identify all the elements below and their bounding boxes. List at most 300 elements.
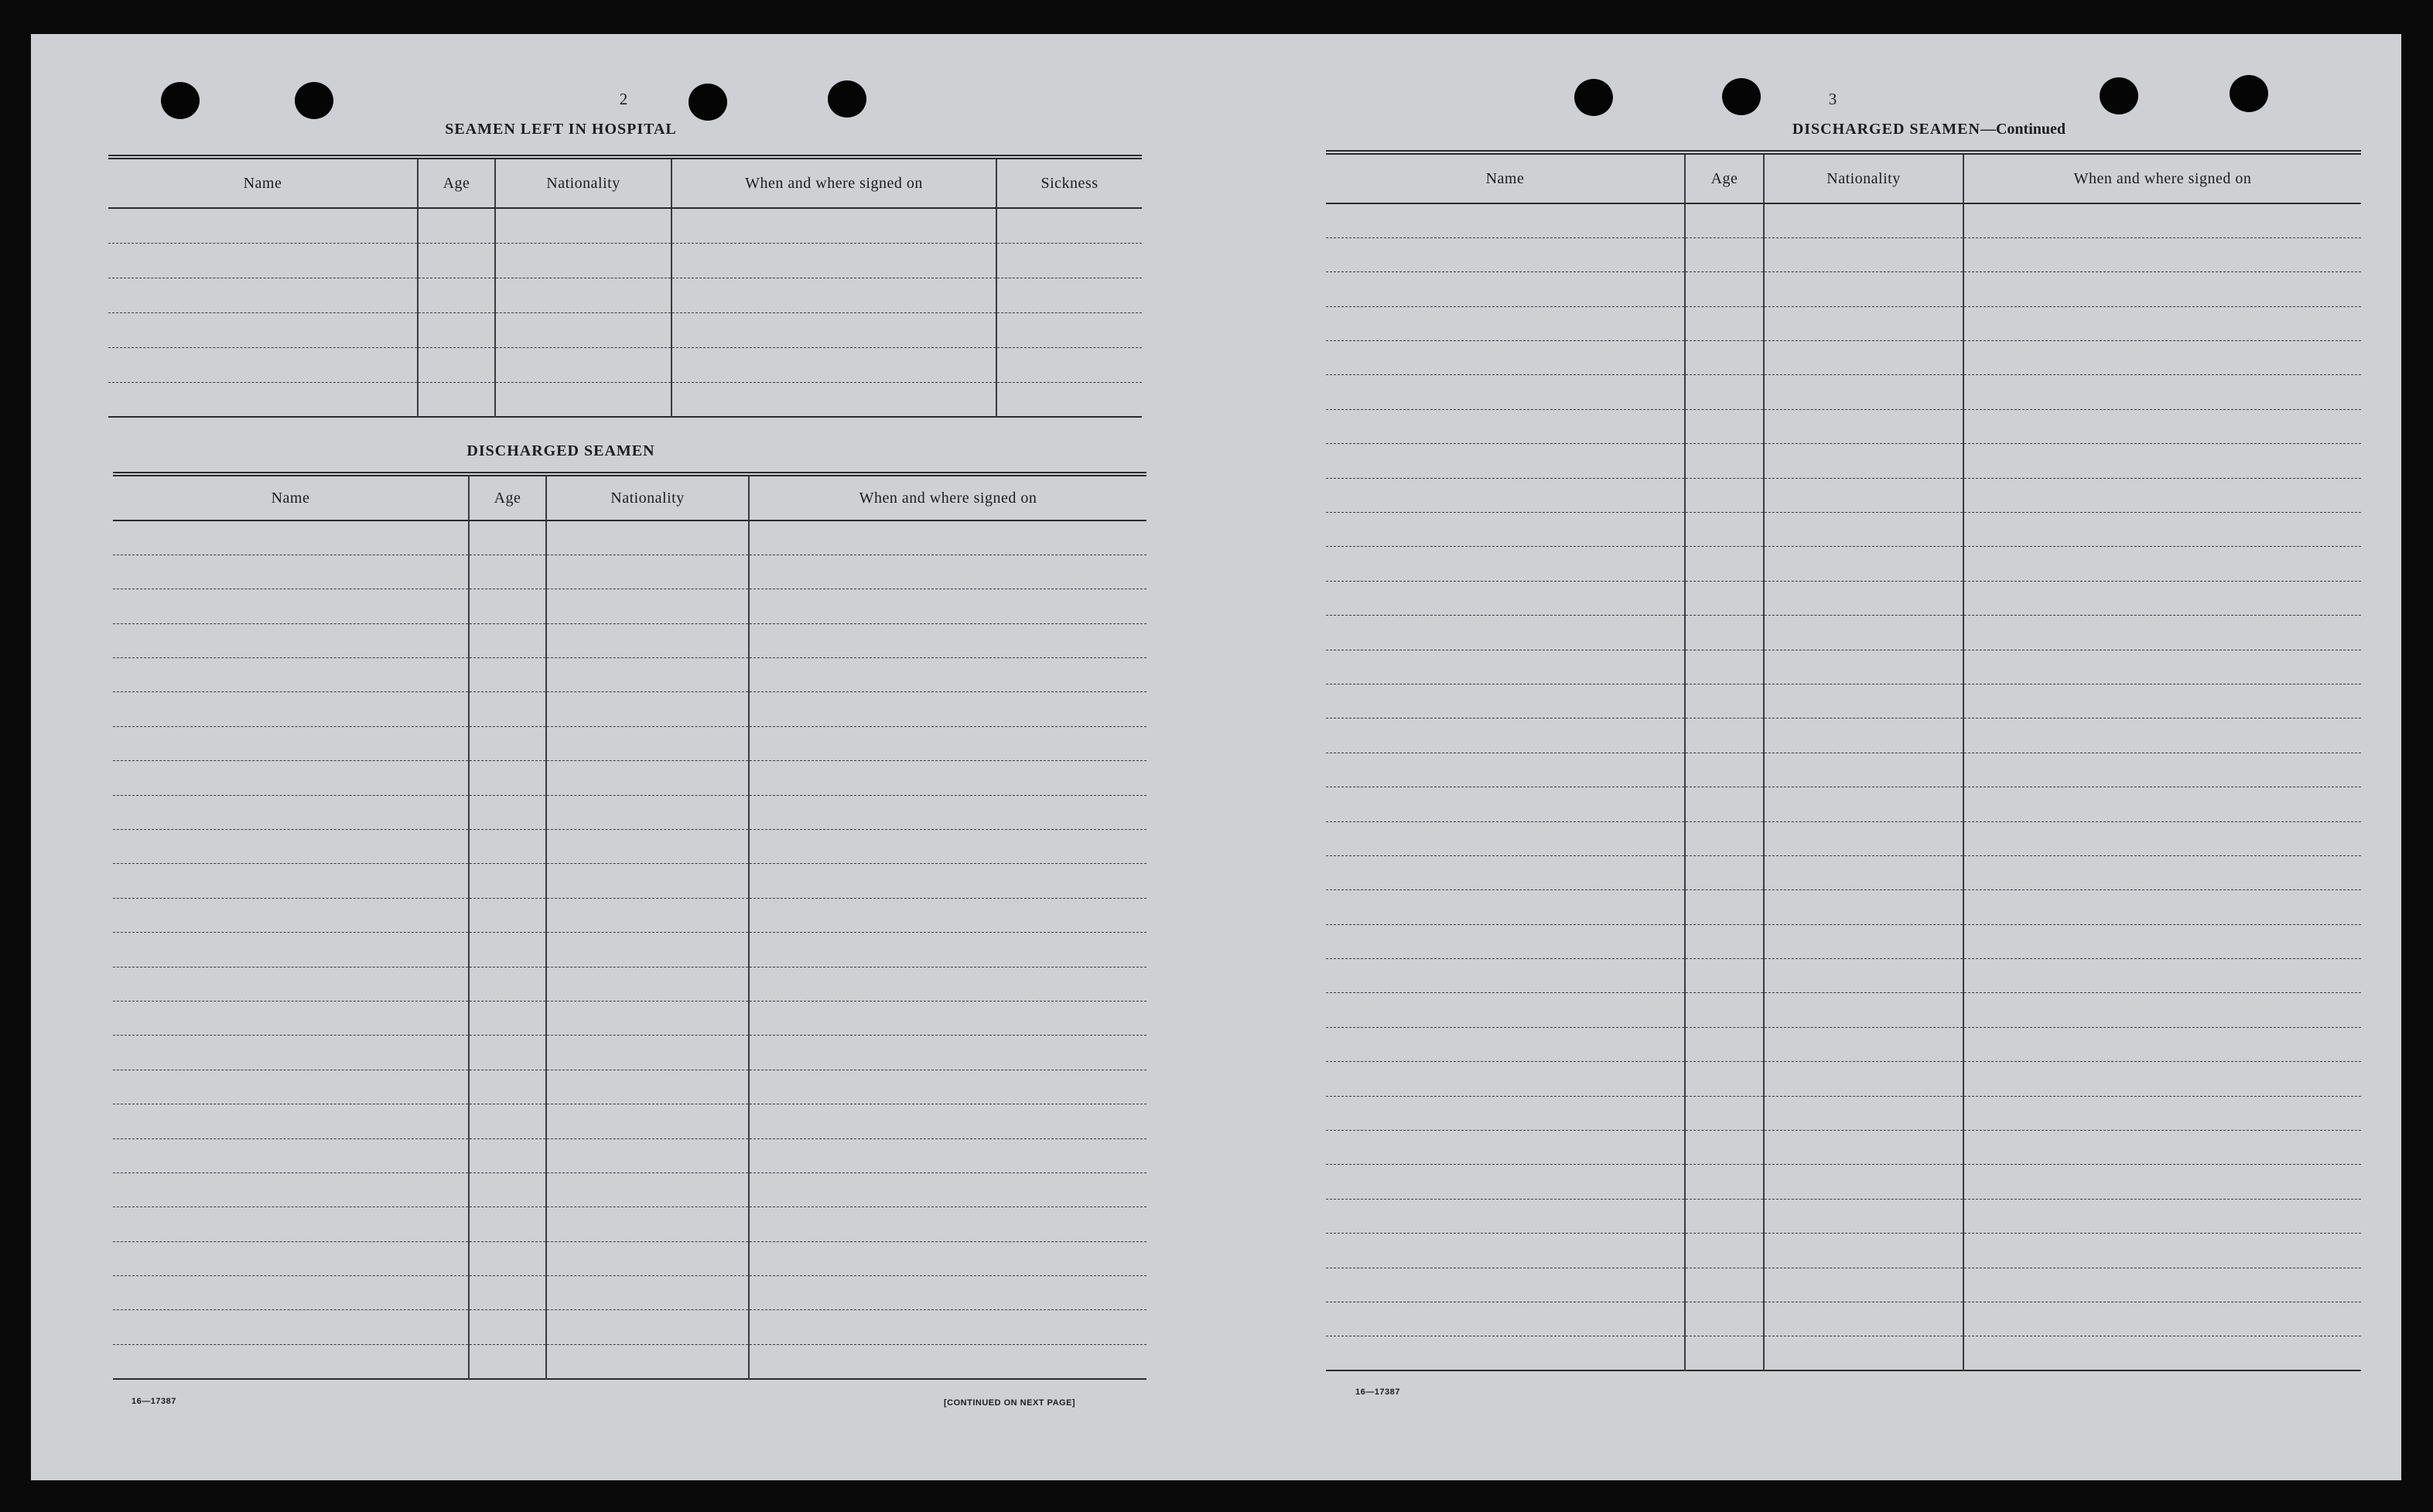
- punch-hole: [2230, 75, 2268, 112]
- table-cell: [1685, 1131, 1764, 1165]
- table-cell: [1685, 1027, 1764, 1061]
- table-cell: [1963, 478, 2361, 512]
- table-cell: [749, 589, 1146, 623]
- table-row: [1326, 616, 2361, 650]
- table-cell: [1326, 409, 1685, 443]
- table-cell: [1764, 1268, 1963, 1302]
- table-cell: [749, 795, 1146, 829]
- form-number: 16—17387: [1355, 1387, 1400, 1397]
- table-cell: [546, 623, 749, 657]
- table-row: [1326, 1096, 2361, 1130]
- table-cell: [469, 1104, 546, 1138]
- table-cell: [1764, 993, 1963, 1027]
- table-cell: [1685, 203, 1764, 237]
- table-cell: [113, 1276, 469, 1310]
- table-cell: [1963, 993, 2361, 1027]
- table-cell: [1963, 272, 2361, 306]
- hospital-section-title: SEAMEN LEFT IN HOSPITAL: [445, 121, 677, 138]
- table-cell: [1326, 787, 1685, 821]
- table-cell: [113, 864, 469, 898]
- hospital-table: [108, 155, 1142, 418]
- table-row: [108, 312, 1142, 347]
- table-cell: [1764, 1131, 1963, 1165]
- table-cell: [1685, 581, 1764, 615]
- table-cell: [546, 898, 749, 932]
- table-cell: [749, 933, 1146, 967]
- table-cell: [749, 1207, 1146, 1241]
- table-cell: [1963, 1131, 2361, 1165]
- page-number: 2: [619, 90, 628, 108]
- punch-hole: [1574, 79, 1613, 116]
- table-cell: [546, 830, 749, 864]
- table-cell: [1685, 547, 1764, 581]
- table-cell: [1764, 753, 1963, 787]
- table-row: [1326, 993, 2361, 1027]
- table-cell: [113, 589, 469, 623]
- table-cell: [1764, 547, 1963, 581]
- table-cell: [546, 520, 749, 555]
- table-cell: [1963, 375, 2361, 409]
- table-row: [1326, 684, 2361, 718]
- table-cell: [1326, 203, 1685, 237]
- table-cell: [546, 1104, 749, 1138]
- table-cell: [546, 1207, 749, 1241]
- table-cell: [546, 1276, 749, 1310]
- table-row: [113, 864, 1146, 898]
- table-row: [113, 1036, 1146, 1070]
- table-row: [113, 623, 1146, 657]
- table-cell: [1326, 1199, 1685, 1233]
- table-cell: [1326, 272, 1685, 306]
- table-cell: [749, 761, 1146, 795]
- table-row: [113, 933, 1146, 967]
- table-cell: [113, 1070, 469, 1104]
- table-cell: [469, 1070, 546, 1104]
- table-cell: [1685, 1336, 1764, 1370]
- table-cell: [546, 1344, 749, 1378]
- table-cell: [469, 1310, 546, 1344]
- punch-hole: [295, 82, 333, 119]
- table-cell: [1963, 341, 2361, 375]
- table-row: [1326, 787, 2361, 821]
- punch-hole: [2100, 77, 2138, 114]
- table-cell: [1326, 513, 1685, 547]
- table-cell: [418, 208, 495, 243]
- table-cell: [113, 692, 469, 726]
- table-cell: [749, 1138, 1146, 1172]
- table-cell: [1764, 684, 1963, 718]
- table-cell: [1685, 650, 1764, 684]
- table-row: [113, 967, 1146, 1001]
- table-cell: [469, 589, 546, 623]
- table-cell: [546, 726, 749, 760]
- table-cell: [469, 555, 546, 589]
- table-cell: [749, 555, 1146, 589]
- table-row: [1326, 1336, 2361, 1370]
- table-cell: [1326, 547, 1685, 581]
- discharged-section-title: DISCHARGED SEAMEN: [466, 442, 655, 459]
- table-row: [108, 347, 1142, 382]
- table-cell: [1963, 1096, 2361, 1130]
- table-cell: [469, 726, 546, 760]
- table-cell: [671, 347, 996, 382]
- table-cell: [749, 1172, 1146, 1207]
- punch-hole: [689, 84, 727, 121]
- column-header-nationality: Nationality: [546, 474, 749, 520]
- table-cell: [1963, 684, 2361, 718]
- table-row: [1326, 306, 2361, 340]
- table-cell: [1326, 306, 1685, 340]
- table-cell: [546, 589, 749, 623]
- table-cell: [1963, 959, 2361, 993]
- table-cell: [1963, 1027, 2361, 1061]
- table-cell: [1963, 650, 2361, 684]
- table-row: [1326, 650, 2361, 684]
- table-cell: [1326, 1027, 1685, 1061]
- table-row: [1326, 821, 2361, 855]
- table-cell: [1685, 341, 1764, 375]
- table-cell: [1685, 1096, 1764, 1130]
- table-cell: [1685, 237, 1764, 271]
- column-header-signed-on: When and where signed on: [671, 157, 996, 208]
- table-cell: [469, 1241, 546, 1275]
- table-cell: [996, 382, 1142, 417]
- table-row: [1326, 753, 2361, 787]
- table-cell: [1685, 1165, 1764, 1199]
- table-cell: [1963, 1062, 2361, 1096]
- table-cell: [469, 898, 546, 932]
- table-cell: [1685, 959, 1764, 993]
- table-cell: [546, 761, 749, 795]
- table-row: [1326, 718, 2361, 753]
- table-cell: [1963, 1268, 2361, 1302]
- table-cell: [1963, 787, 2361, 821]
- table-cell: [1326, 1165, 1685, 1199]
- table-cell: [495, 243, 671, 278]
- form-number: 16—17387: [132, 1397, 176, 1406]
- table-row: [1326, 237, 2361, 271]
- table-cell: [495, 208, 671, 243]
- table-cell: [469, 1207, 546, 1241]
- table-cell: [469, 1276, 546, 1310]
- table-cell: [113, 1310, 469, 1344]
- table-row: [1326, 581, 2361, 615]
- table-cell: [469, 795, 546, 829]
- table-cell: [1685, 1268, 1764, 1302]
- table-cell: [108, 347, 418, 382]
- table-cell: [113, 933, 469, 967]
- column-header-signed-on: When and where signed on: [749, 474, 1146, 520]
- punch-hole: [828, 80, 866, 118]
- table-cell: [1326, 478, 1685, 512]
- table-cell: [546, 933, 749, 967]
- table-cell: [1326, 924, 1685, 958]
- table-cell: [113, 795, 469, 829]
- table-cell: [996, 243, 1142, 278]
- table-row: [1326, 444, 2361, 478]
- table-row: [108, 243, 1142, 278]
- table-cell: [546, 1241, 749, 1275]
- table-cell: [671, 208, 996, 243]
- table-row: [113, 1172, 1146, 1207]
- table-row: [1326, 1062, 2361, 1096]
- page-2: [31, 34, 1191, 1480]
- table-cell: [1764, 650, 1963, 684]
- table-row: [1326, 924, 2361, 958]
- table-cell: [1963, 855, 2361, 889]
- table-row: [113, 726, 1146, 760]
- table-cell: [1764, 306, 1963, 340]
- table-cell: [1764, 341, 1963, 375]
- table-cell: [1764, 1165, 1963, 1199]
- table-row: [1326, 1234, 2361, 1268]
- table-cell: [749, 898, 1146, 932]
- table-cell: [1326, 650, 1685, 684]
- table-cell: [1963, 581, 2361, 615]
- table-cell: [749, 830, 1146, 864]
- table-cell: [1685, 1302, 1764, 1336]
- table-cell: [469, 933, 546, 967]
- table-cell: [1764, 1027, 1963, 1061]
- table-cell: [108, 382, 418, 417]
- table-row: [113, 1001, 1146, 1035]
- table-cell: [1764, 375, 1963, 409]
- table-cell: [1963, 1199, 2361, 1233]
- discharged-continued-title: [1586, 121, 2066, 138]
- table-cell: [113, 1138, 469, 1172]
- table-row: [113, 898, 1146, 932]
- table-cell: [996, 347, 1142, 382]
- table-cell: [113, 761, 469, 795]
- table-cell: [1685, 1062, 1764, 1096]
- table-row: [113, 761, 1146, 795]
- column-header-nationality: Nationality: [495, 157, 671, 208]
- table-cell: [1764, 513, 1963, 547]
- table-row: [113, 1104, 1146, 1138]
- table-cell: [469, 967, 546, 1001]
- table-cell: [495, 382, 671, 417]
- table-cell: [1764, 1234, 1963, 1268]
- table-cell: [1326, 1131, 1685, 1165]
- table-cell: [418, 243, 495, 278]
- table-row: [1326, 959, 2361, 993]
- table-cell: [113, 1207, 469, 1241]
- table-cell: [1764, 272, 1963, 306]
- table-cell: [1963, 1302, 2361, 1336]
- table-cell: [1326, 1336, 1685, 1370]
- table-cell: [1963, 513, 2361, 547]
- table-cell: [1326, 1268, 1685, 1302]
- table-cell: [1764, 237, 1963, 271]
- column-header-age: Age: [469, 474, 546, 520]
- table-cell: [1326, 444, 1685, 478]
- table-cell: [469, 1344, 546, 1378]
- table-cell: [1326, 1062, 1685, 1096]
- table-cell: [113, 1344, 469, 1378]
- table-cell: [749, 1310, 1146, 1344]
- table-cell: [1685, 306, 1764, 340]
- table-cell: [1764, 616, 1963, 650]
- table-cell: [1685, 272, 1764, 306]
- table-row: [1326, 547, 2361, 581]
- table-cell: [546, 555, 749, 589]
- table-cell: [1764, 1062, 1963, 1096]
- table-row: [113, 830, 1146, 864]
- table-cell: [418, 278, 495, 312]
- table-cell: [1685, 375, 1764, 409]
- table-cell: [546, 658, 749, 692]
- table-cell: [1685, 821, 1764, 855]
- table-cell: [749, 623, 1146, 657]
- table-cell: [469, 1036, 546, 1070]
- table-cell: [113, 726, 469, 760]
- table-cell: [1685, 444, 1764, 478]
- table-row: [113, 1070, 1146, 1104]
- table-cell: [1326, 1096, 1685, 1130]
- table-cell: [418, 347, 495, 382]
- table-cell: [546, 1036, 749, 1070]
- table-cell: [1764, 409, 1963, 443]
- table-row: [1326, 1027, 2361, 1061]
- table-cell: [1764, 1096, 1963, 1130]
- table-row: [113, 1207, 1146, 1241]
- table-row: [108, 208, 1142, 243]
- table-cell: [1326, 375, 1685, 409]
- table-cell: [1764, 478, 1963, 512]
- table-row: [1326, 513, 2361, 547]
- table-cell: [1326, 1302, 1685, 1336]
- table-cell: [469, 1172, 546, 1207]
- table-cell: [113, 1241, 469, 1275]
- table-cell: [1764, 718, 1963, 753]
- column-header-name: Name: [1326, 152, 1685, 203]
- table-cell: [546, 692, 749, 726]
- table-cell: [1326, 237, 1685, 271]
- table-cell: [1685, 616, 1764, 650]
- table-cell: [749, 520, 1146, 555]
- title-main: DISCHARGED SEAMEN: [1792, 121, 1980, 138]
- table-cell: [469, 830, 546, 864]
- table-cell: [1963, 924, 2361, 958]
- table-cell: [749, 1036, 1146, 1070]
- table-cell: [113, 1036, 469, 1070]
- table-row: [113, 795, 1146, 829]
- table-row: [1326, 890, 2361, 924]
- table-cell: [113, 623, 469, 657]
- table-cell: [108, 312, 418, 347]
- table-cell: [1963, 821, 2361, 855]
- table-cell: [495, 347, 671, 382]
- table-row: [113, 658, 1146, 692]
- table-cell: [1963, 890, 2361, 924]
- table-cell: [469, 1138, 546, 1172]
- table-cell: [113, 1172, 469, 1207]
- table-cell: [1963, 306, 2361, 340]
- table-cell: [1326, 684, 1685, 718]
- table-cell: [546, 967, 749, 1001]
- column-header-age: Age: [1685, 152, 1764, 203]
- table-cell: [546, 864, 749, 898]
- table-cell: [1326, 616, 1685, 650]
- table-cell: [1685, 718, 1764, 753]
- table-cell: [671, 312, 996, 347]
- table-cell: [546, 1172, 749, 1207]
- table-cell: [1685, 1234, 1764, 1268]
- table-cell: [1963, 1336, 2361, 1370]
- table-row: [1326, 1268, 2361, 1302]
- page-number: 3: [1828, 90, 1837, 108]
- table-cell: [1685, 478, 1764, 512]
- punch-hole: [161, 82, 200, 119]
- column-header-age: Age: [418, 157, 495, 208]
- table-cell: [1764, 1336, 1963, 1370]
- table-cell: [1764, 787, 1963, 821]
- table-cell: [749, 692, 1146, 726]
- table-row: [1326, 1165, 2361, 1199]
- table-cell: [1685, 787, 1764, 821]
- table-cell: [1326, 581, 1685, 615]
- table-cell: [113, 1104, 469, 1138]
- table-cell: [418, 312, 495, 347]
- table-cell: [996, 208, 1142, 243]
- table-cell: [1326, 855, 1685, 889]
- table-cell: [418, 382, 495, 417]
- table-cell: [113, 555, 469, 589]
- table-row: [1326, 478, 2361, 512]
- table-cell: [1326, 821, 1685, 855]
- table-cell: [1685, 513, 1764, 547]
- table-cell: [108, 208, 418, 243]
- table-cell: [996, 312, 1142, 347]
- column-header-sickness: Sickness: [996, 157, 1142, 208]
- discharged-table: [113, 472, 1146, 1380]
- table-cell: [1963, 718, 2361, 753]
- table-row: [108, 278, 1142, 312]
- table-cell: [1326, 1234, 1685, 1268]
- table-row: [1326, 1302, 2361, 1336]
- table-cell: [113, 1001, 469, 1035]
- table-cell: [749, 864, 1146, 898]
- table-cell: [469, 864, 546, 898]
- title-suffix: —Continued: [1980, 121, 2066, 138]
- table-cell: [469, 692, 546, 726]
- table-cell: [495, 278, 671, 312]
- table-row: [1326, 1131, 2361, 1165]
- table-cell: [469, 658, 546, 692]
- table-cell: [1963, 444, 2361, 478]
- table-cell: [546, 1001, 749, 1035]
- table-row: [1326, 1199, 2361, 1233]
- table-cell: [1326, 753, 1685, 787]
- table-cell: [108, 243, 418, 278]
- table-cell: [671, 243, 996, 278]
- table-row: [113, 692, 1146, 726]
- table-cell: [1326, 890, 1685, 924]
- column-header-signed-on: When and where signed on: [1963, 152, 2361, 203]
- discharged-continued-table: [1326, 150, 2361, 1371]
- table-cell: [1764, 1199, 1963, 1233]
- page-3: [1238, 34, 2401, 1480]
- table-cell: [1326, 993, 1685, 1027]
- table-row: [113, 1310, 1146, 1344]
- table-cell: [1326, 959, 1685, 993]
- table-cell: [1685, 753, 1764, 787]
- table-row: [113, 1241, 1146, 1275]
- table-cell: [113, 830, 469, 864]
- table-row: [108, 382, 1142, 417]
- table-cell: [1685, 890, 1764, 924]
- continued-note: [CONTINUED ON NEXT PAGE]: [944, 1398, 1076, 1408]
